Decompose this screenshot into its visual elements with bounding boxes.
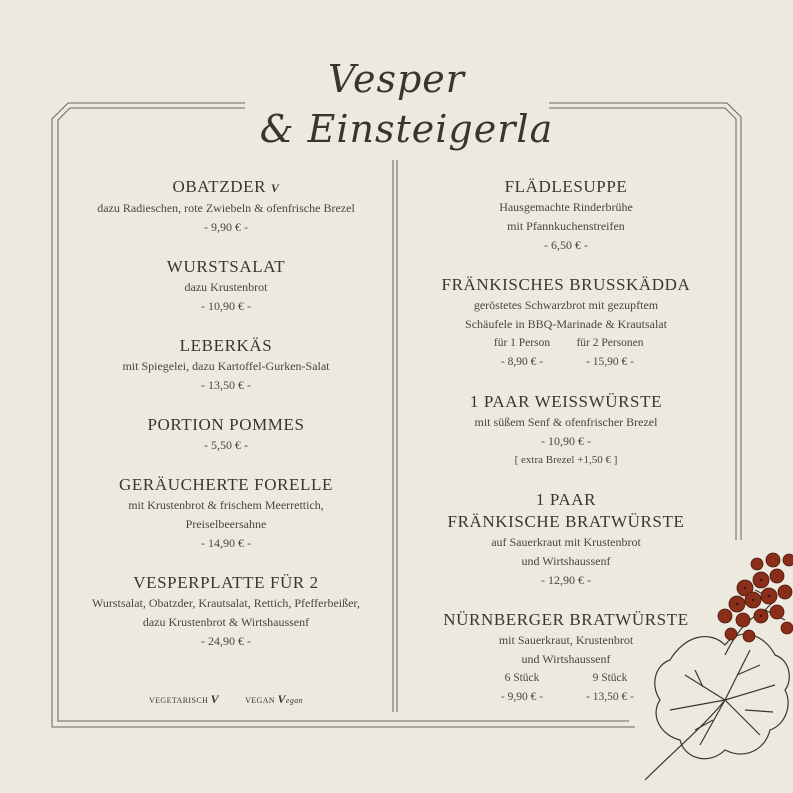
menu-item-forelle [70, 474, 382, 553]
menu-item-obatzder [70, 176, 382, 237]
option-label: für 1 Person [493, 337, 551, 349]
menu-item-brusskaedda [406, 274, 726, 372]
item-description: dazu Krustenbrot [184, 280, 268, 294]
item-name: LEBERKÄS [179, 336, 273, 355]
item-price: - 10,90 € - [201, 299, 251, 313]
item-price: - 8,90 € - [500, 356, 544, 368]
item-price: - 14,90 € - [201, 536, 251, 550]
item-price: - 10,90 € - [541, 434, 591, 448]
item-name: NÜRNBERGER BRATWÜRSTE [443, 610, 689, 629]
left-column [70, 176, 382, 670]
item-extra: [ extra Brezel +1,50 € ] [514, 454, 618, 466]
option-label: 6 Stück [504, 672, 540, 684]
legend-vegan: VEGAN Vegan [245, 692, 304, 706]
item-price: - 9,90 € - [204, 220, 248, 234]
menu-item-weisswuerste [406, 391, 726, 470]
vegetarian-icon: V [270, 181, 280, 195]
item-price: - 6,50 € - [544, 238, 588, 252]
item-description: auf Sauerkraut mit Krustenbrot [491, 535, 641, 549]
item-description: dazu Krustenbrot & Wirtshaussenf [142, 615, 310, 629]
title-line-1: Vesper [328, 57, 465, 101]
item-name: PORTION POMMES [147, 415, 305, 434]
item-description: mit süßem Senf & ofenfrischer Brezel [474, 415, 658, 429]
menu-item-wurstsalat [70, 256, 382, 316]
item-description: mit Krustenbrot & frischem Meerrettich, [128, 498, 324, 512]
item-description: und Wirtshaussenf [521, 554, 611, 568]
item-price: - 13,50 € - [201, 378, 251, 392]
item-price: - 24,90 € - [201, 634, 251, 648]
diet-legend [70, 692, 382, 707]
item-description: Wurstsalat, Obatzder, Krautsalat, Rettich, Pfefferbeißer, [92, 596, 360, 610]
item-price: - 13,50 € - [586, 691, 634, 703]
legend-vegetarian: VEGETARISCH V [148, 692, 220, 706]
berry-leaf-illustration [625, 540, 793, 793]
item-name: 1 PAAR WEISSWÜRSTE [469, 392, 663, 411]
option-label: 9 Stück [592, 672, 628, 684]
item-name: WURSTSALAT [166, 257, 286, 276]
vegan-icon: V [277, 692, 286, 706]
item-description: geröstetes Schwarzbrot mit gezupftem [473, 298, 659, 312]
item-name: 1 PAAR [535, 490, 597, 509]
title-line-2: & Einsteigerla [259, 107, 554, 151]
menu-item-leberkaes [70, 335, 382, 395]
item-price: - 9,90 € - [500, 691, 544, 703]
item-price: - 15,90 € - [586, 356, 634, 368]
menu-item-pommes [70, 414, 382, 455]
item-price: - 12,90 € - [541, 573, 591, 587]
item-description: Preiselbeersahne [185, 517, 267, 531]
menu-item-flaedlesuppe [406, 176, 726, 255]
option-label: für 2 Personen [576, 337, 644, 349]
item-description: mit Pfannkuchenstreifen [507, 219, 625, 233]
item-name: OBATZDER [172, 177, 267, 196]
option-labels [406, 334, 726, 353]
menu-item-vesperplatte [70, 572, 382, 651]
item-description: Schäufele in BBQ-Marinade & Krautsalat [465, 317, 667, 331]
item-name: FRÄNKISCHE BRATWÜRSTE [447, 512, 685, 531]
option-prices [406, 353, 726, 372]
item-description: mit Spiegelei, dazu Kartoffel-Gurken-Salat [122, 359, 330, 373]
item-name: FLÄDLESUPPE [504, 177, 628, 196]
item-description: dazu Radieschen, rote Zwiebeln & ofenfrische Brezel [97, 201, 355, 215]
item-name: GERÄUCHERTE FORELLE [119, 475, 333, 494]
item-name: FRÄNKISCHES BRUSSKÄDDA [441, 275, 691, 294]
item-name: VESPERPLATTE FÜR 2 [133, 573, 319, 592]
item-description: Hausgemachte Rinderbrühe [499, 200, 633, 214]
item-description: und Wirtshaussenf [521, 652, 611, 666]
item-price: - 5,50 € - [204, 438, 248, 452]
item-description: mit Sauerkraut, Krustenbrot [498, 633, 634, 647]
vegetarian-icon: V [210, 692, 220, 706]
